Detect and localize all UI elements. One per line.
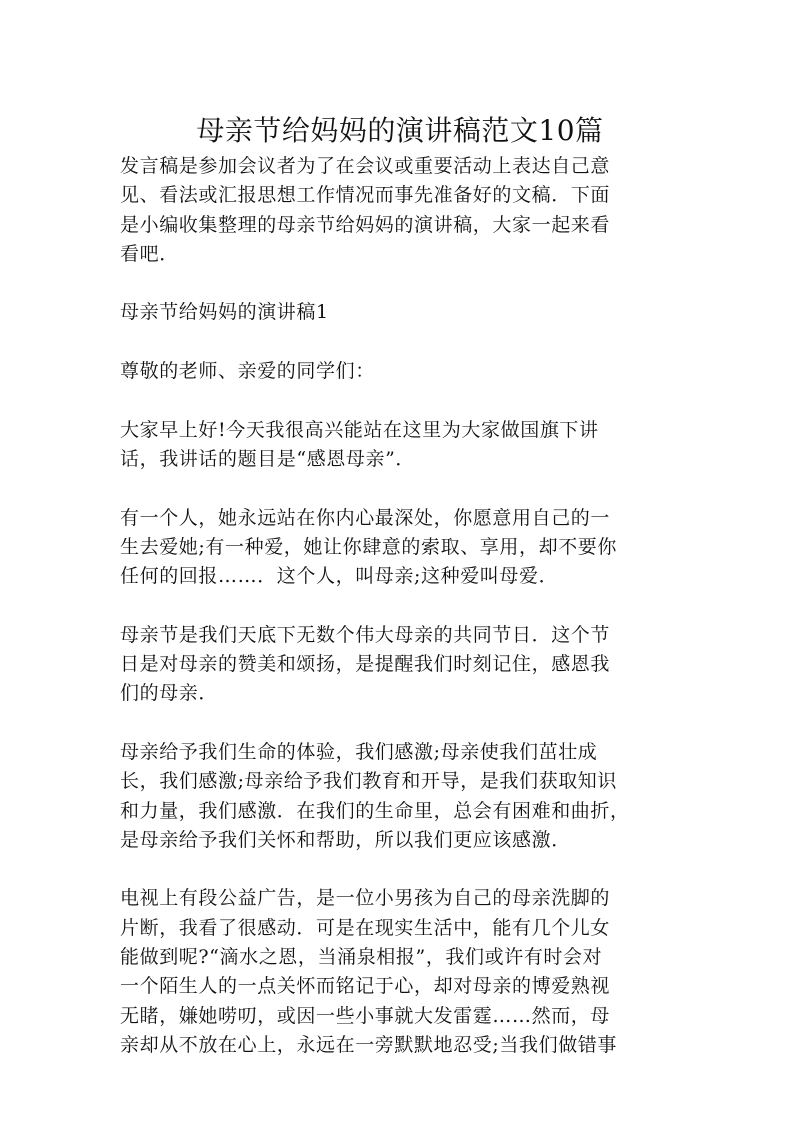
text-line: 话，我讲话的题目是“感恩母亲”． [120, 447, 416, 470]
text-line: 发言稿是参加会议者为了在会议或重要活动上表达自己意 [120, 155, 611, 177]
document-body [120, 152, 680, 1060]
document-title: 母亲节给妈妈的演讲稿范文10篇 [196, 114, 604, 147]
text-line: 们的母亲． [120, 682, 219, 705]
text-line: 电视上有段公益广告，是一位小男孩为自己的母亲洗脚的 [120, 887, 611, 910]
text-line: 是小编收集整理的母亲节给妈妈的演讲稿，大家一起来看 [120, 213, 611, 236]
text-line: 见、看法或汇报思想工作情况而事先准备好的文稿．下面 [120, 184, 611, 207]
text-line: 母亲给予我们生命的体验，我们感激;母亲使我们茁壮成 [120, 740, 598, 763]
paragraph-gap [120, 269, 680, 298]
text-line: 亲却从不放在心上，永远在一旁默默地忍受;当我们做错事 [120, 1033, 618, 1056]
paragraph-gap [120, 386, 680, 415]
body-paragraph [120, 504, 680, 592]
intro-paragraph [120, 152, 680, 269]
text-line: 是母亲给予我们关怀和帮助，所以我们更应该感激． [120, 828, 571, 851]
text-line: 有一个人，她永远站在你内心最深处，你愿意用自己的一 [120, 506, 611, 529]
text-line: 长，我们感激;母亲给予我们教育和开导，是我们获取知识 [120, 770, 618, 793]
text-line: 和力量，我们感激．在我们的生命里，总会有困难和曲折， [120, 799, 630, 822]
paragraph-gap [120, 474, 680, 503]
body-paragraph [120, 884, 680, 1060]
text-line: 无睹，嫌她唠叨，或因一些小事就大发雷霆……然而，母 [120, 1004, 611, 1027]
salutation [120, 357, 680, 386]
text-line: 日是对母亲的赞美和颂扬，是提醒我们时刻记住，感恩我 [120, 653, 611, 676]
text-line: 任何的回报……．这个人，叫母亲;这种爱叫母爱． [120, 565, 559, 588]
text-line: 看吧． [120, 242, 179, 265]
paragraph-gap [120, 709, 680, 738]
text-line: 尊敬的老师、亲爱的同学们： [120, 360, 375, 383]
text-line: 能做到呢?“滴水之恩，当涌泉相报”，我们或许有时会对 [120, 946, 603, 969]
body-paragraph [120, 621, 680, 709]
text-line: 母亲节给妈妈的演讲稿1 [120, 301, 329, 324]
paragraph-gap [120, 328, 680, 357]
paragraph-gap [120, 591, 680, 620]
text-line: 生去爱她;有一种爱，她让你肆意的索取、享用，却不要你 [120, 535, 618, 558]
body-paragraph [120, 738, 680, 855]
text-line: 大家早上好!今天我很高兴能站在这里为大家做国旗下讲 [120, 418, 599, 441]
text-line: 母亲节是我们天底下无数个伟大母亲的共同节日．这个节 [120, 623, 611, 646]
paragraph-gap [120, 855, 680, 884]
body-paragraph [120, 416, 680, 475]
text-line: 一个陌生人的一点关怀而铭记于心，却对母亲的博爱熟视 [120, 975, 611, 998]
text-line: 片断，我看了很感动．可是在现实生活中，能有几个儿女 [120, 916, 611, 939]
section-heading [120, 298, 680, 327]
